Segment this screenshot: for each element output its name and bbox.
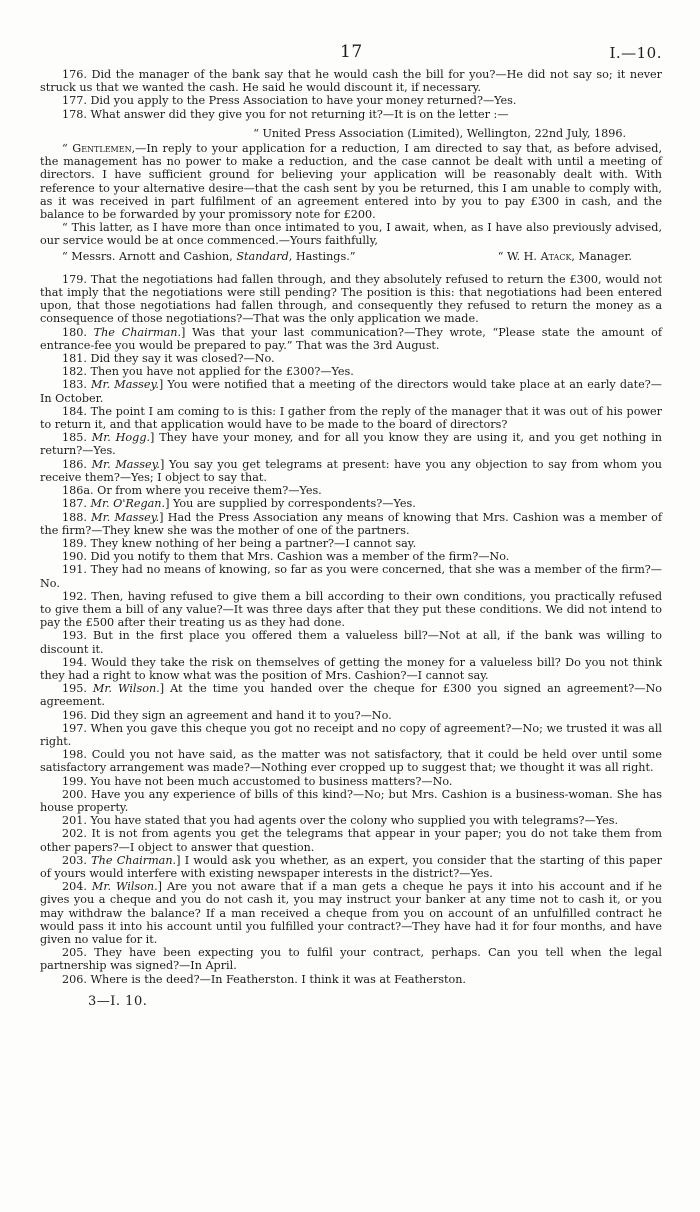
letter-signatory <box>498 250 632 263</box>
paragraph-number: 191. <box>62 563 87 577</box>
paragraph-number: 194. <box>62 655 87 669</box>
paragraph-number: 189. <box>62 536 87 550</box>
paragraph-176: 176. Did the manager of the bank say that he would cash the bill for you?—He did not say so; it never struck us that we wanted the cash. He said he would discount it, if necessary. <box>40 68 662 95</box>
speaker-name: Mr. Hogg. <box>91 431 151 445</box>
paragraph-number: 187. <box>62 497 87 511</box>
paragraph-204 <box>40 880 662 946</box>
paragraph-number: 186a. <box>62 484 94 498</box>
paragraph-text: Then, having refused to give them a bill according to their own conditions, you practically refused to give them a bill of any value?—It was three days after that they put these conditions. We did not intend to pay the £500 after their treating us as they had done. <box>40 589 662 630</box>
paragraph-185 <box>40 431 662 457</box>
paragraph-text: The point I am coming to is this: I gather from the reply of the manager that it was out of his power to return it, and that application would have to be made to the board of directors? <box>40 404 662 432</box>
paragraph-text: Would they take the risk on themselves of getting the money for a valueless bill? Do you not think they had a right to know what was the position of Mrs. Cashion?—I cannot say. <box>40 655 662 682</box>
paragraph-186a <box>40 484 662 497</box>
paragraph-number: 184. <box>62 404 87 418</box>
paragraph-number: 182. <box>62 365 87 379</box>
paragraph-text: ] They have your money, and for all you know they are using it, and you get nothing in return?—Yes. <box>40 431 662 458</box>
paragraph-187 <box>40 497 662 510</box>
paragraph-179 <box>40 273 662 326</box>
paragraph-number: 185. <box>62 431 87 445</box>
paragraph-number: 180. <box>62 325 87 339</box>
paragraph-number: 202. <box>62 827 87 841</box>
paragraph-number: 198. <box>62 748 87 762</box>
paragraph-text: ] You are supplied by correspondents?—Yes. <box>165 497 416 511</box>
paragraph-text: ] You were notified that a meeting of the directors would take place at an early date?—In October. <box>40 378 662 405</box>
paragraph-text: Could you not have said, as the matter was not satisfactory, that it could be held over until some satisfactory arrangement was made?—Nothing ever cropped up to suggest that; we thought it was all right. <box>40 748 662 775</box>
paragraph-194 <box>40 656 662 682</box>
paragraph-text: Did they sign an agreement and hand it to you?—No. <box>90 708 392 722</box>
letter-body-2: “ This latter, as I have more than once intimated to you, I await, when, as I have also previously advised, our service would be at once commenced.—Yours faithfully, <box>40 221 662 248</box>
testimony-paragraphs <box>40 273 662 986</box>
document-reference: I.—10. <box>609 44 662 62</box>
letter-heading: “ United Press Association (Limited), Wellington, 22nd July, 1896. <box>253 126 626 140</box>
paragraph-number: 181. <box>62 352 87 366</box>
page-header <box>40 42 662 68</box>
speaker-name: The Chairman. <box>91 853 177 867</box>
quoted-letter <box>40 127 662 263</box>
addressee-suffix: , Hastings.” <box>288 249 356 263</box>
speaker-name: Mr. Wilson. <box>91 880 158 894</box>
signatory-name: Atack <box>540 249 572 263</box>
paragraph-number: 188. <box>62 510 87 524</box>
addressee-prefix: “ Messrs. Arnott and Cashion, <box>62 249 237 263</box>
paragraph-number: 195. <box>62 682 87 696</box>
paragraph-number: 179. <box>62 272 87 286</box>
paragraph-181 <box>40 352 662 365</box>
paragraph-text: Or from where you receive them?—Yes. <box>97 484 322 498</box>
paragraph-193 <box>40 629 662 655</box>
paragraph-180 <box>40 326 662 352</box>
paragraph-text: Where is the deed?—In Featherston. I think it was at Featherston. <box>90 972 466 986</box>
paragraph-206 <box>40 973 662 986</box>
paragraph-text: ] You say you get telegrams at present: have you any objection to say from whom you receive them?—Yes; I object to say that. <box>40 457 662 484</box>
paragraph-text: They knew nothing of her being a partner?—I cannot say. <box>90 536 417 550</box>
signatory-suffix: , Manager. <box>571 249 632 263</box>
paragraph-number: 203. <box>62 853 87 867</box>
paragraph-192 <box>40 590 662 630</box>
speaker-name: Mr. Massey. <box>91 378 159 392</box>
paragraph-text: Then you have not applied for the £300?—Yes. <box>90 365 354 379</box>
paragraph-text: But in the first place you offered them a valueless bill?—Not at all, if the bank was willing to discount it. <box>40 629 663 656</box>
paragraph-178: 178. What answer did they give you for not returning it?—It is on the letter :— <box>62 107 509 121</box>
speaker-name: Mr. Massey. <box>91 510 160 524</box>
paragraph-200 <box>40 788 662 814</box>
paragraph-184 <box>40 405 662 431</box>
paragraph-number: 205. <box>62 946 87 960</box>
paragraph-186 <box>40 458 662 484</box>
letter-body-1: “ Gentlemen,—In reply to your application for a reduction, I am directed to say that, as before advised, the management has no power to make a reduction, and the case cannot be dealt with until a meeting of directors. I have sufficient ground for believing your application will be reasonably dealt with. With reference to your alternative desire—that the cash sent by you be returned, this I am unable to comply with, as it was received in part fulfilment of an agreement entered into by you to pay £300 in cash, and the balance to be forwarded by your promissory note for £200. <box>40 142 662 222</box>
paragraph-text: They had no means of knowing, so far as you were concerned, that she was a member of the firm?—No. <box>40 563 662 590</box>
paragraph-number: 192. <box>62 589 87 603</box>
paragraph-number: 196. <box>62 708 87 722</box>
paragraph-text: That the negotiations had fallen through, and they absolutely refused to return the £300, would not that imply that the negotiations were still pending? The position is this: that negotiations had been entered upon, that those negotiations had fallen through, and consequently they refused to return the money as a consequence of those negotiations?—That was the only application we made. <box>40 272 662 326</box>
paragraph-text: ] Was that your last communication?—They wrote, “Please state the amount of entrance-fee you would be prepared to pay.” That was the 3rd August. <box>40 325 663 352</box>
paragraph-203 <box>40 854 662 880</box>
paragraph-number: 186. <box>62 457 87 471</box>
paragraph-191 <box>40 563 662 589</box>
paragraph-number: 183. <box>62 378 87 392</box>
paragraph-number: 190. <box>62 550 87 564</box>
paragraph-text: You have not been much accustomed to business matters?—No. <box>90 774 453 788</box>
paragraph-195 <box>40 682 662 708</box>
page-number: 17 <box>340 42 363 62</box>
paragraph-text: ] At the time you handed over the cheque for £300 you signed an agreement?—No agreement. <box>40 682 662 709</box>
paragraph-number: 199. <box>62 774 87 788</box>
paragraph-number: 206. <box>62 972 87 986</box>
paragraph-text: Have you any experience of bills of this kind?—No; but Mrs. Cashion is a business-woman. She has house property. <box>40 787 662 814</box>
letter-addressee <box>62 250 356 263</box>
paragraph-text: ] Had the Press Association any means of knowing that Mrs. Cashion was a member of the firm?—They knew she was the mother of one of the partners. <box>40 510 662 537</box>
paragraph-199 <box>40 775 662 788</box>
paragraph-198 <box>40 748 662 774</box>
paragraph-182 <box>40 365 662 378</box>
paragraph-205 <box>40 946 662 972</box>
paragraph-183 <box>40 378 662 404</box>
speaker-name: Mr. Wilson. <box>92 682 160 696</box>
letter-signature-row <box>62 250 632 263</box>
paragraph-number: 193. <box>62 629 87 643</box>
paragraph-number: 197. <box>62 721 87 735</box>
paragraph-text: ] I would ask you whether, as an expert, you consider that the starting of this paper of yours would interfere with existing newspaper interests in the district?—Yes. <box>40 853 662 880</box>
paragraph-text: You have stated that you had agents over the colony who supplied you with telegrams?—Yes. <box>90 814 619 828</box>
speaker-name: Mr. Massey. <box>91 457 160 471</box>
paragraph-number: 201. <box>62 814 87 828</box>
paragraph-text: They have been expecting you to fulfil your contract, perhaps. Can you tell when the legal partnership was signed?—In April. <box>40 946 662 973</box>
speaker-name: Mr. O'Regan. <box>90 497 166 511</box>
footer-signature-mark: 3—I. 10. <box>88 993 148 1009</box>
paragraph-text: ] Are you not aware that if a man gets a cheque he pays it into his account and if he gives you a cheque and you do not cash it, you may instruct your banker at any time not to cash it, or you may withdraw the balance? If a man received a cheque from you on account of an unfulfilled contract he would pass it into his account until you fulfilled your contract?—They have had it for four months, and have given no value for it. <box>40 880 662 946</box>
paragraph-189 <box>40 537 662 550</box>
paragraph-201 <box>40 814 662 827</box>
paragraph-text: Did you notify to them that Mrs. Cashion was a member of the firm?—No. <box>90 550 510 564</box>
paragraph-190 <box>40 550 662 563</box>
letter-body-1-text: —In reply to your application for a reduction, I am directed to say that, as before advised, the management has no power to make a reduction, and the case cannot be dealt with until a meeting of directors. I have sufficient ground for believing your application will be reasonably dealt with. With reference to your alternative desire—that the cash sent by you be returned, this I am unable to comply with, as it was received in part fulfilment of an agreement entered into by you to pay £300 in cash, and the balance to be forwarded by your promissory note for £200. <box>40 142 662 222</box>
paragraph-196 <box>40 709 662 722</box>
speaker-name: The Chairman. <box>93 325 182 339</box>
letter-salutation: Gentlemen, <box>72 142 136 156</box>
paragraph-number: 200. <box>62 787 87 801</box>
paragraph-text: Did they say it was closed?—No. <box>90 352 275 366</box>
addressee-newspaper: Standard <box>236 249 289 263</box>
paragraph-text: It is not from agents you get the telegrams that appear in your paper; you do not take them from other papers?—I object to answer that question. <box>40 827 662 854</box>
paragraph-text: When you gave this cheque you got no receipt and no copy of agreement?—No; we trusted it was all right. <box>40 721 662 748</box>
paragraph-188 <box>40 511 662 537</box>
paragraph-177: 177. Did you apply to the Press Association to have your money returned?—Yes. <box>62 94 517 108</box>
paragraph-number: 204. <box>62 880 87 894</box>
paragraph-197 <box>40 722 662 748</box>
signatory-prefix: “ W. H. <box>497 249 541 263</box>
paragraph-202 <box>40 827 662 853</box>
